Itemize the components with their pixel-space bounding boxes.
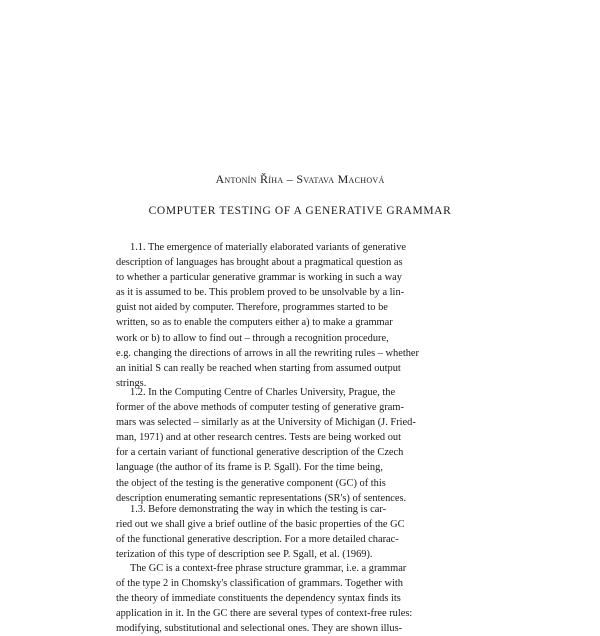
text-line: modifying, substitutional and selectional ones. They are shown illus-: [116, 623, 403, 635]
text-line: language (the author of its frame is P. Sgall). For the time being,: [116, 462, 383, 474]
text-line: description enumerating semantic representations (SR's) of sentences.: [116, 492, 407, 504]
text-line: 1.2. In the Computing Centre of Charles University, Prague, the: [130, 387, 396, 398]
text-line: written, so as to enable the computers either a) to make a grammar: [116, 317, 393, 329]
text-line: The GC is a context-free phrase structure grammar, i.e. a grammar: [130, 563, 407, 574]
text-line: description of languages has brought about a pragmatical question as: [116, 257, 403, 269]
paragraph-1-2: [116, 385, 477, 506]
paragraph-gc: [116, 561, 477, 636]
text-line: work or b) to allow to find out – through a recognition procedure,: [116, 332, 389, 344]
text-line: to whether a particular generative grammar is working in such a way: [116, 272, 402, 284]
text-line: of the functional generative description. For a more detailed charac-: [116, 534, 399, 546]
text-line: the theory of immediate constituents the dependency syntax finds its: [116, 593, 401, 605]
text-line: of the type 2 in Chomsky's classification of grammars. Together with: [116, 578, 403, 590]
text-line: e.g. changing the directions of arrows in all the rewriting rules – whether: [116, 347, 419, 359]
text-line: for a certain variant of functional generative description of the Czech: [116, 447, 404, 459]
text-line: application in it. In the GC there are several types of context-free rules:: [116, 608, 413, 620]
paragraph-1-3: [116, 502, 477, 562]
text-line: guist not aided by computer. Therefore, programmes started to be: [116, 302, 388, 314]
paragraph-1-1: [116, 240, 477, 391]
text-line: 1.1. The emergence of materially elaborated variants of generative: [130, 242, 406, 253]
paper-title: COMPUTER TESTING OF A GENERATIVE GRAMMAR: [148, 205, 452, 217]
text-line: ried out we shall give a brief outline of the basic properties of the GC: [116, 519, 405, 531]
text-line: man, 1971) and at other research centres. Tests are being worked out: [116, 432, 402, 444]
text-line: 1.3. Before demonstrating the way in which the testing is car-: [130, 504, 387, 515]
text-line: strings.: [116, 377, 147, 389]
text-line: the object of the testing is the generative component (GC) of this: [116, 477, 386, 489]
text-line: former of the above methods of computer testing of generative gram-: [116, 402, 404, 414]
text-line: as it is assumed to be. This problem proved to be unsolvable by a lin-: [116, 287, 405, 299]
text-line: an initial S can really be reached when starting from assumed output: [116, 362, 401, 374]
text-line: mars was selected – similarly as at the University of Michigan (J. Fried-: [116, 417, 416, 429]
authors-line: Antonín Říha – Svatava Machová: [215, 172, 385, 186]
text-line: terization of this type of description see P. Sgall, et al. (1969).: [116, 549, 373, 561]
